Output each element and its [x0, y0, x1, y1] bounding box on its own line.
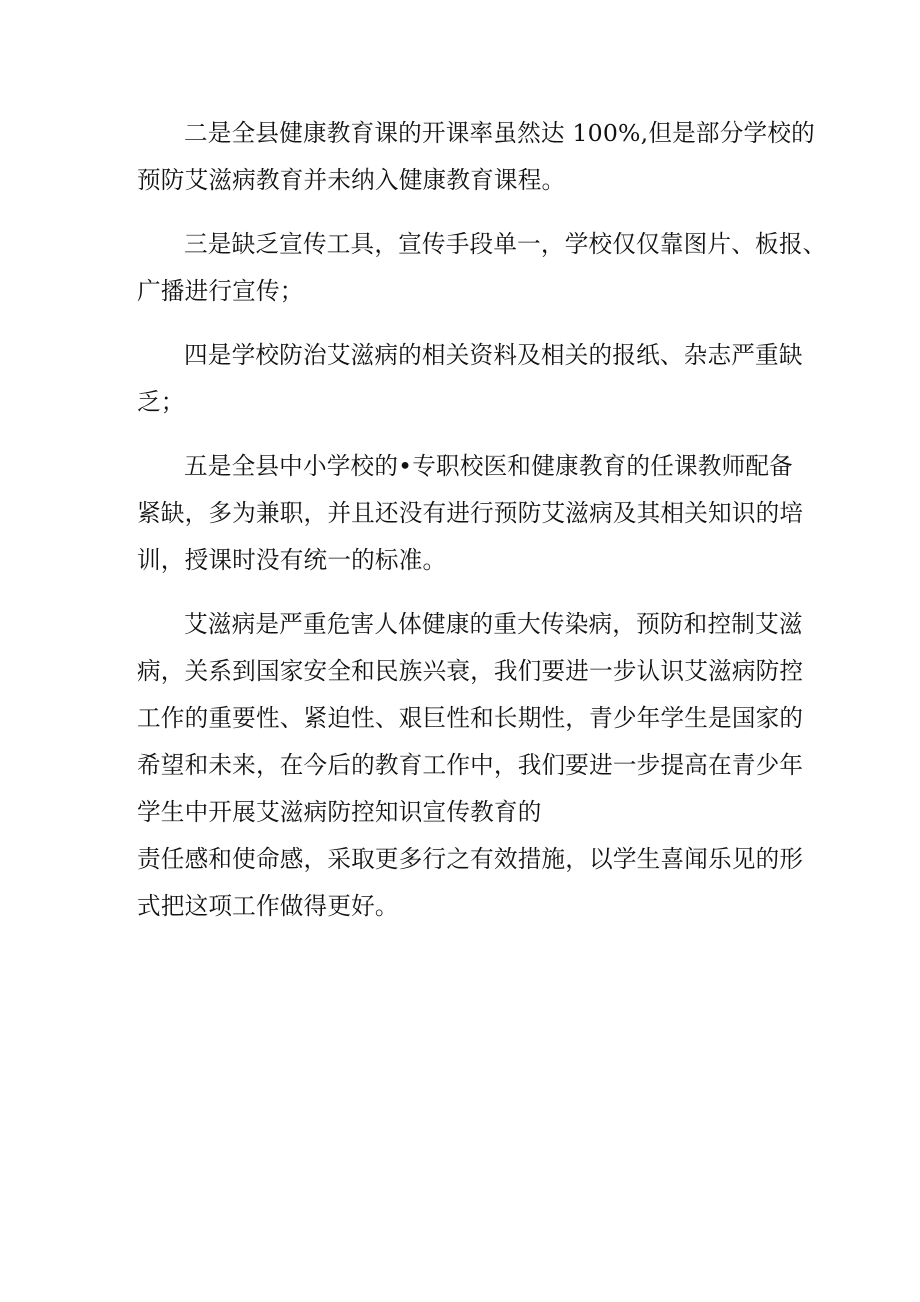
paragraph-4 — [137, 332, 803, 426]
text-line: 学生中开展艾滋病防控知识宣传教育的 — [137, 798, 542, 826]
paragraph-5 — [137, 443, 804, 584]
text-line: 式把这项工作做得更好。 — [137, 892, 399, 920]
text-line: 三是缺乏宣传工具，宣传手段单一，学校仅仅靠图片、板报、 — [184, 230, 827, 258]
text-line: 二是全县健康教育课的开课率虽然达 100%,但是部分学校的 — [184, 119, 815, 147]
paragraph-6 — [137, 601, 804, 930]
text-line: 紧缺，多为兼职，并且还没有进行预防艾滋病及其相关知识的培 — [137, 499, 804, 527]
paragraph-3 — [137, 221, 827, 315]
document-page — [137, 110, 827, 947]
text-line: 广播进行宣传； — [137, 277, 304, 305]
paragraph-2 — [137, 110, 815, 204]
text-line: 五是全县中小学校的•专职校医和健康教育的任课教师配备 — [184, 452, 793, 480]
text-line: 四是学校防治艾滋病的相关资料及相关的报纸、杂志严重缺 — [184, 341, 803, 369]
text-line: 工作的重要性、紧迫性、艰巨性和长期性，青少年学生是国家的 — [137, 704, 804, 732]
text-line: 乏； — [137, 388, 185, 416]
text-line: 艾滋病是严重危害人体健康的重大传染病，预防和控制艾滋 — [184, 610, 803, 638]
text-line: 希望和未来，在今后的教育工作中，我们要进一步提高在青少年 — [137, 751, 804, 779]
text-line: 病，关系到国家安全和民族兴衰，我们要进一步认识艾滋病防控 — [137, 657, 804, 685]
text-line: 训，授课时没有统一的标准。 — [137, 546, 447, 574]
text-line: 预防艾滋病教育并未纳入健康教育课程。 — [137, 166, 566, 194]
text-line: 责任感和使命感，采取更多行之有效措施，以学生喜闻乐见的形 — [137, 845, 804, 873]
